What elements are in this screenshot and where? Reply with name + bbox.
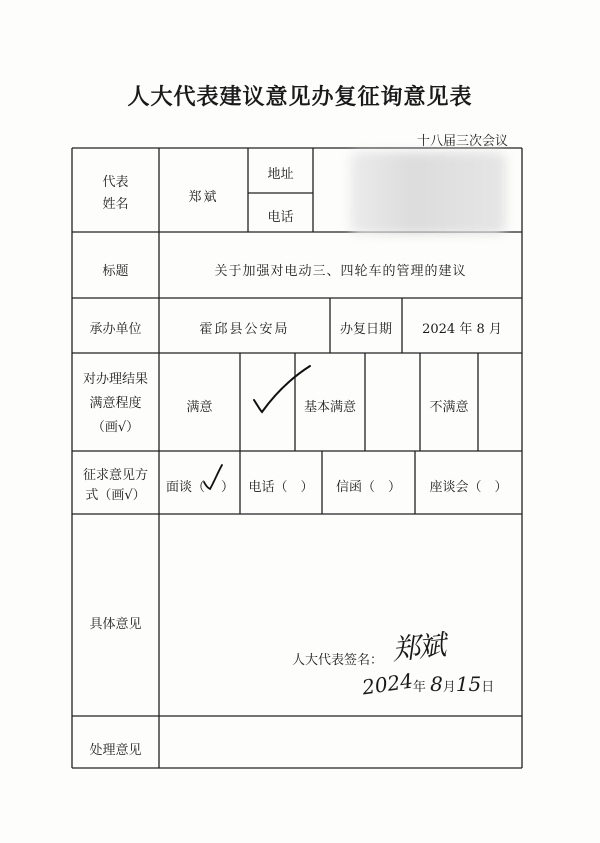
unit-label: 承办单位 (89, 322, 142, 337)
face-to-face-checkmark-icon (200, 462, 230, 492)
option-forum: 座谈会（ ） (429, 480, 508, 495)
option-basically-satisfied: 基本满意 (303, 400, 356, 415)
signature-date: 2024年 8月15日 (360, 668, 495, 700)
option-letter: 信函（ ） (335, 480, 401, 495)
unit-value: 霍邱县公安局 (199, 322, 290, 337)
form-title: 人大代表建议意见办复征询意见表 (127, 84, 473, 110)
option-phone: 电话（ ） (248, 480, 314, 495)
subject-label: 标题 (102, 264, 129, 279)
method-label: 征求意见方 式（画√） (82, 468, 148, 503)
opinion-label: 具体意见 (89, 617, 142, 632)
phone-label: 电话 (267, 210, 294, 225)
reply-date-label: 办复日期 (339, 322, 392, 337)
reply-date-value: 2024 年 8 月 (422, 322, 502, 337)
rep-name-value: 郑斌 (188, 190, 219, 205)
subject-value: 关于加强对电动三、四轮车的管理的建议 (214, 264, 467, 279)
processing-label: 处理意见 (89, 743, 142, 758)
rep-name-label: 代表 姓名 (102, 175, 129, 212)
option-unsatisfied: 不满意 (429, 400, 469, 415)
satisfaction-label: 对办理结果 满意程度 （画√） (82, 372, 148, 435)
address-label: 地址 (267, 167, 294, 182)
signature-handwritten: 郑斌 (390, 628, 446, 667)
option-satisfied: 满意 (186, 400, 213, 415)
redacted-contact-info (350, 152, 506, 234)
satisfied-checkmark-icon (248, 362, 318, 432)
signature-label: 人大代表签名： (292, 653, 384, 668)
option-face-to-face: 面谈（ ） (166, 480, 235, 495)
session-label: 十八届三次会议 (416, 134, 508, 149)
